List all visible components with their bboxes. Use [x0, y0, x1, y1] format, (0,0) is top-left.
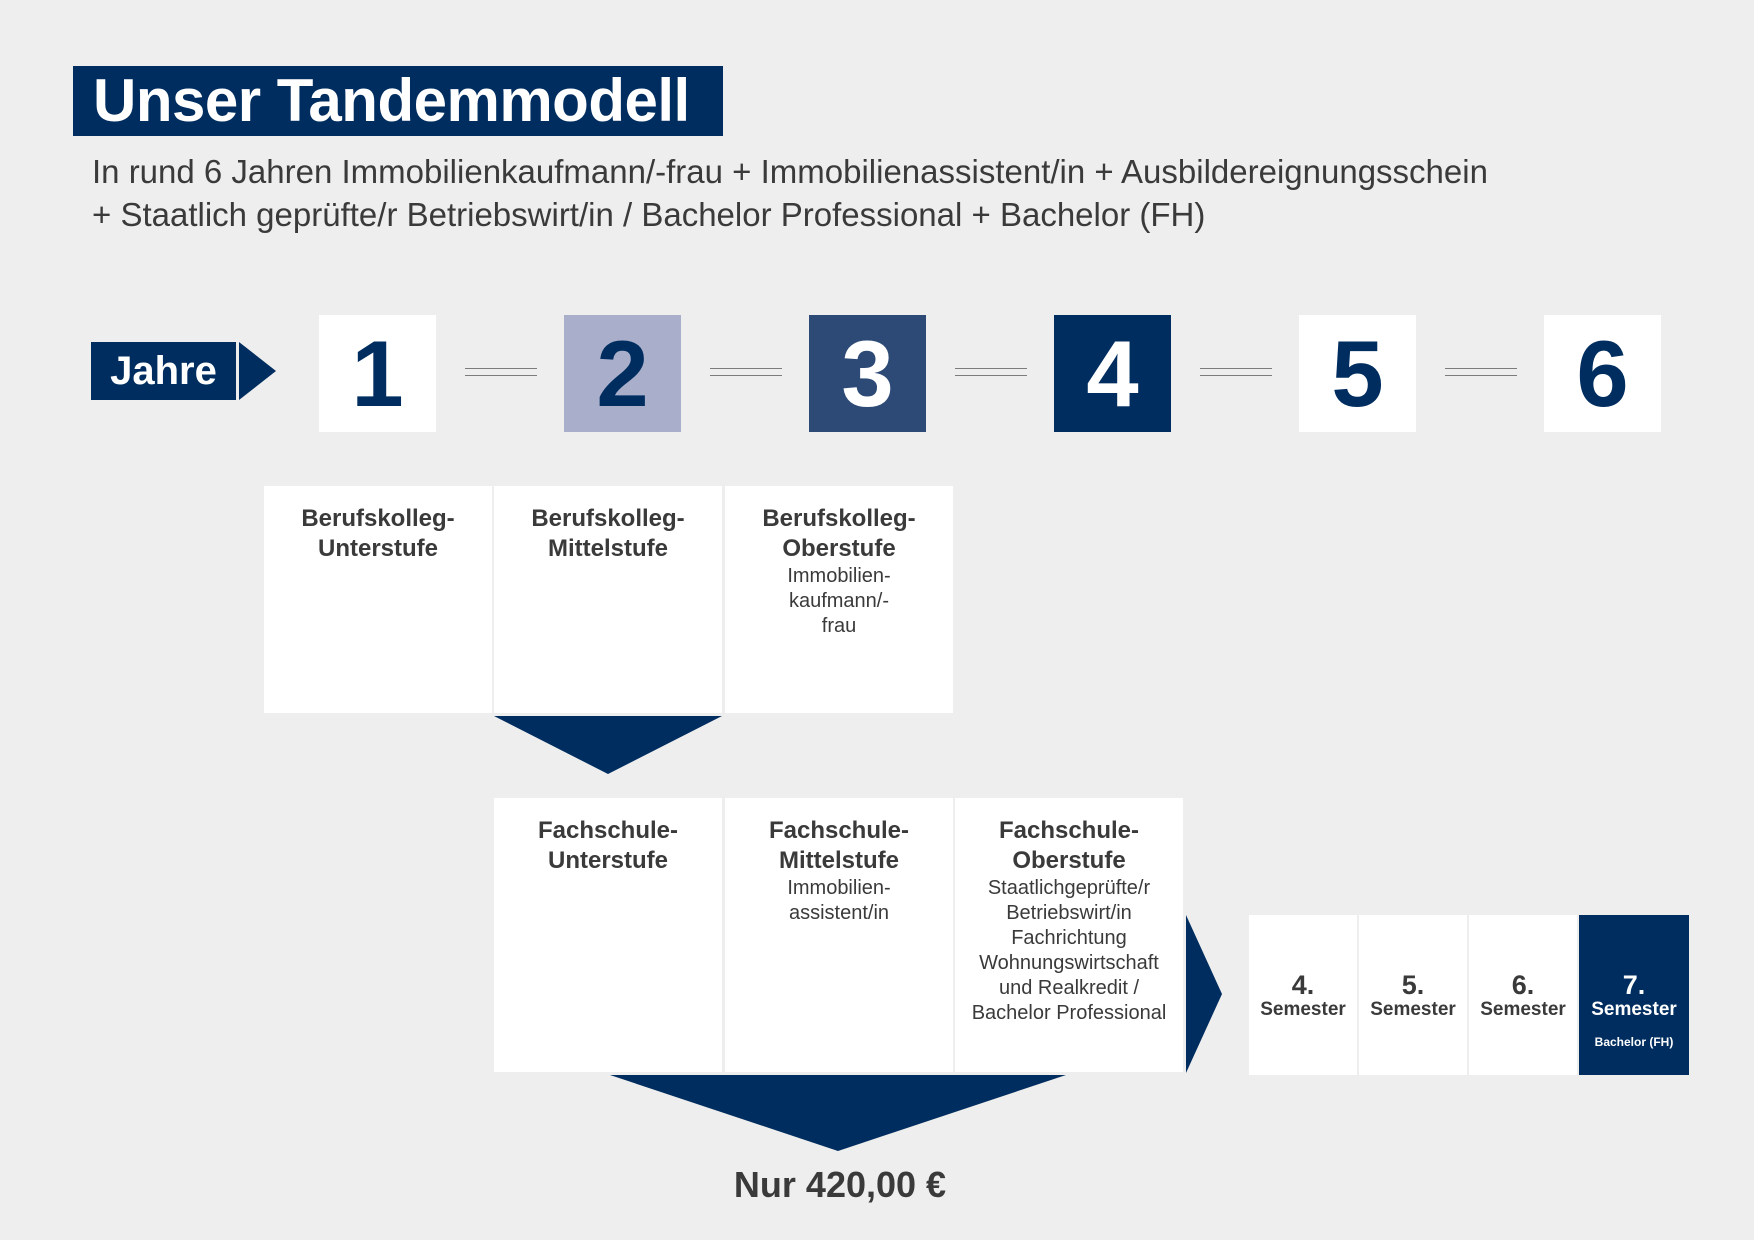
price-label: Nur 420,00 € [733, 1164, 947, 1205]
fachschule-unterstufe-box [494, 798, 722, 1072]
box-title: Oberstufe [1012, 847, 1126, 874]
box-detail: Betriebswirt/in [1006, 902, 1132, 924]
subtitle-line-2: + Staatlich geprüfte/r Betriebswirt/in / Bachelor Professional + Bachelor (FH) [92, 196, 1206, 233]
year-box-4: 4 [1054, 315, 1171, 432]
box-detail: Staatlichgeprüfte/r [987, 877, 1151, 899]
semester-box-4 [1249, 915, 1357, 1075]
box-title: Fachschule- [768, 817, 910, 844]
semester-label: Semester [1370, 999, 1456, 1020]
year-connector [1200, 368, 1272, 376]
box-title: Unterstufe [547, 847, 668, 874]
fachschule-mittelstufe-box [725, 798, 953, 1072]
year-connector [465, 368, 537, 376]
chevron-right-icon [1186, 915, 1222, 1073]
box-detail: und Realkredit / [998, 977, 1140, 999]
semester-label: Semester [1480, 999, 1566, 1020]
box-detail: Fachrichtung [1011, 927, 1127, 949]
year-box-5: 5 [1299, 315, 1416, 432]
box-title: Mittelstufe [548, 535, 668, 562]
page-subtitle [92, 150, 1732, 236]
year-connector [1445, 368, 1517, 376]
semester-number: 7. [1622, 970, 1646, 1000]
box-title: Oberstufe [782, 535, 896, 562]
chevron-down-wide-icon [610, 1075, 1066, 1151]
semester-number: 5. [1401, 970, 1425, 1000]
semester-box-5 [1359, 915, 1467, 1075]
box-detail: Bachelor Professional [971, 1002, 1167, 1024]
box-title: Fachschule- [537, 817, 679, 844]
box-detail: Wohnungswirtschaft [979, 952, 1159, 974]
semester-number: 6. [1511, 970, 1535, 1000]
box-detail: Immobilien- [787, 877, 891, 899]
box-detail: kaufmann/- [788, 590, 890, 612]
year-box-6: 6 [1544, 315, 1661, 432]
berufskolleg-oberstufe-box [725, 486, 953, 713]
year-box-3: 3 [809, 315, 926, 432]
berufskolleg-mittelstufe-box [494, 486, 722, 713]
box-title: Berufskolleg- [762, 505, 916, 532]
semester-label: Semester [1591, 999, 1677, 1020]
box-detail: frau [821, 615, 857, 637]
box-detail: assistent/in [788, 902, 890, 924]
year-box-1: 1 [319, 315, 436, 432]
year-connector [710, 368, 782, 376]
box-title: Mittelstufe [779, 847, 899, 874]
year-box-2: 2 [564, 315, 681, 432]
semester-box-7 [1579, 915, 1689, 1075]
semester-number: 4. [1291, 970, 1315, 1000]
chevron-down-icon [494, 716, 722, 774]
semester-label: Semester [1260, 999, 1346, 1020]
box-title: Berufskolleg- [531, 505, 685, 532]
jahre-label: Jahre [110, 349, 217, 393]
page-title: Unser Tandemmodell [73, 66, 723, 136]
berufskolleg-unterstufe-box [264, 486, 492, 713]
year-connector [955, 368, 1027, 376]
fachschule-oberstufe-box [955, 798, 1183, 1072]
semester-box-6 [1469, 915, 1577, 1075]
box-title: Berufskolleg- [301, 505, 455, 532]
box-title: Unterstufe [317, 535, 438, 562]
box-detail: Immobilien- [787, 565, 891, 587]
box-title: Fachschule- [998, 817, 1140, 844]
subtitle-line-1: In rund 6 Jahren Immobilienkaufmann/-frau + Immobilienassistent/in + Ausbildereignungsschein [92, 153, 1488, 190]
semester-note: Bachelor (FH) [1594, 1035, 1674, 1049]
